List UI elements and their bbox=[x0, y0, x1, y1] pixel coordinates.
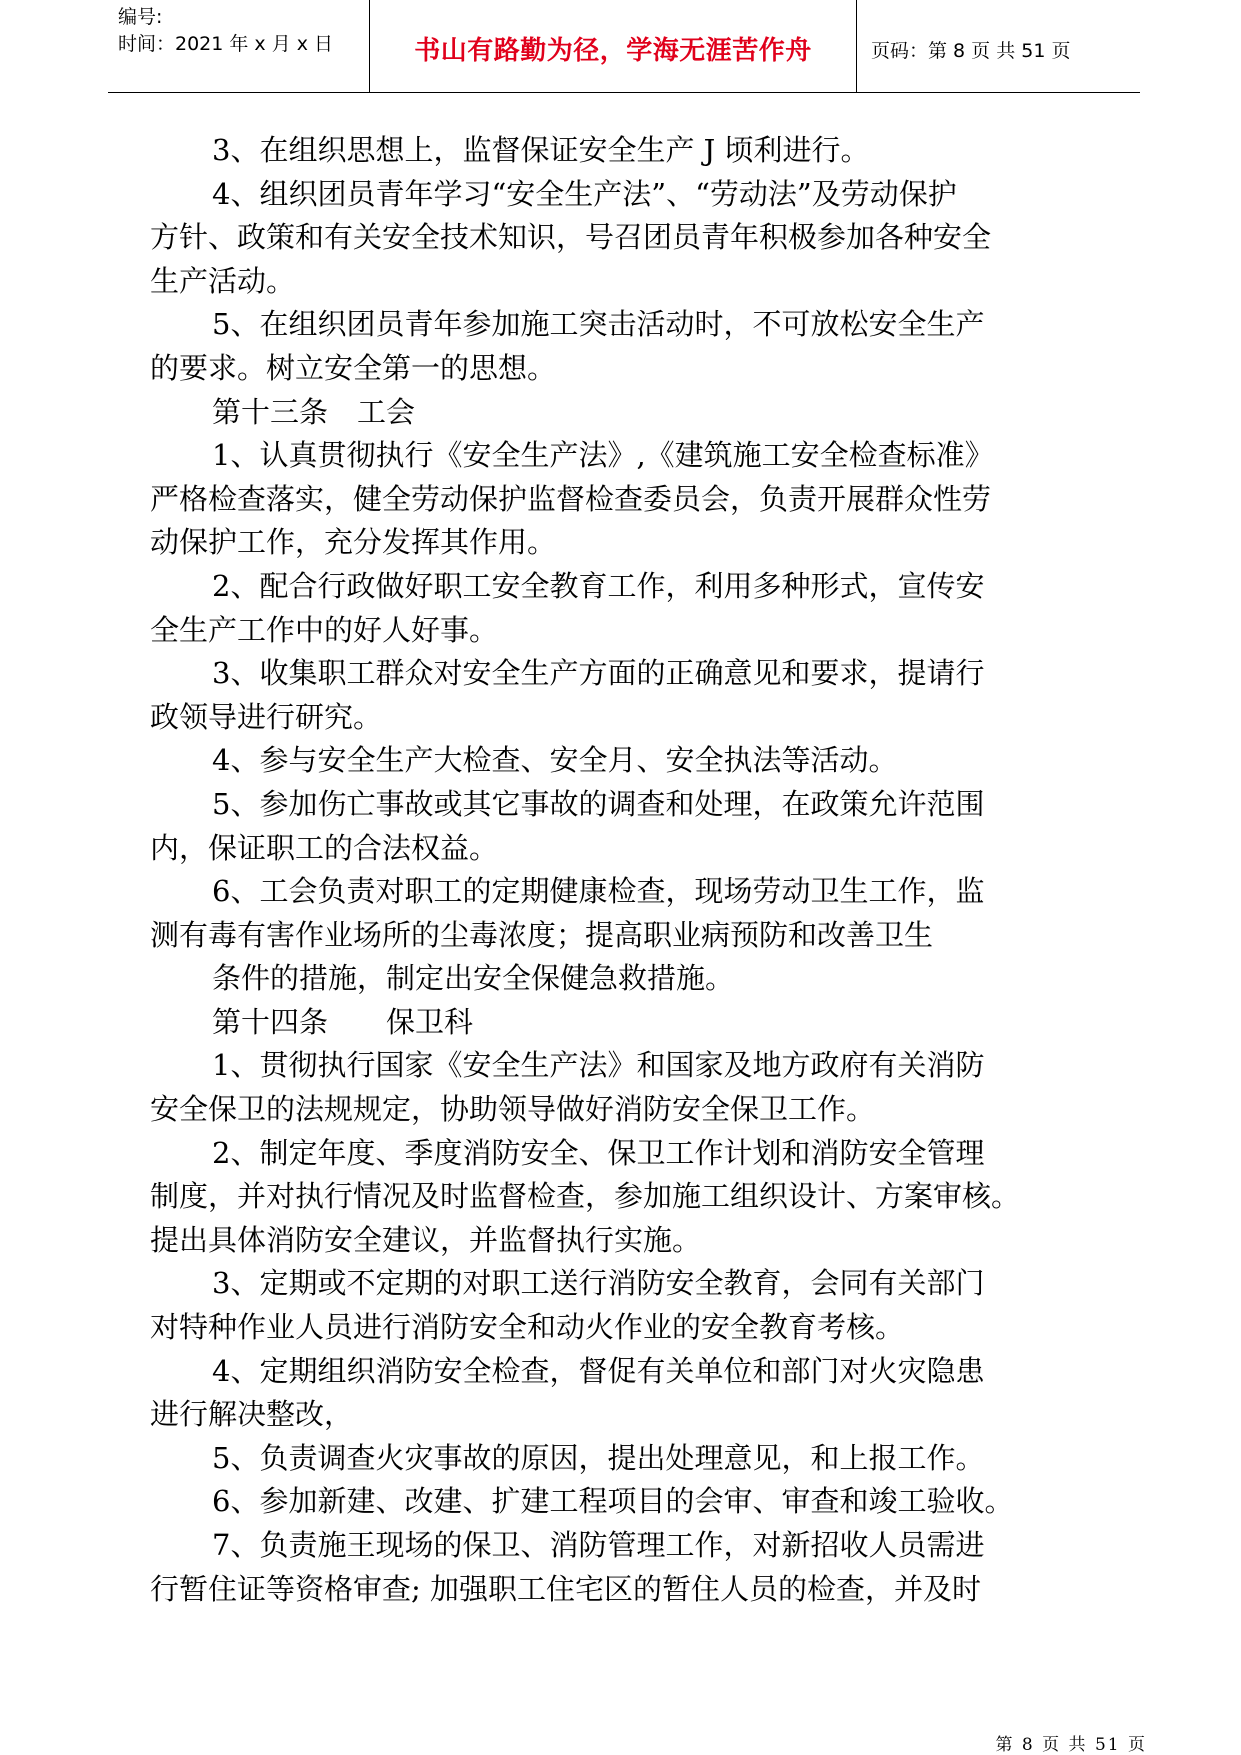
text-line: 行暂住证等资格审查; 加强职工住宅区的暂住人员的检查，并及时 bbox=[150, 1571, 981, 1606]
text-line: 第十三条 工会 bbox=[212, 394, 416, 429]
text-line: 5、负责调查火灾事故的原因，提出处理意见，和上报工作。 bbox=[212, 1440, 985, 1475]
text-line: 1、贯彻执行国家《安全生产法》和国家及地方政府有关消防 bbox=[212, 1048, 985, 1083]
page-header bbox=[108, 0, 1140, 93]
text-line: 全生产工作中的好人好事。 bbox=[150, 612, 499, 647]
text-line: 4、组织团员青年学习“安全生产法”、“劳动法”及劳动保护 bbox=[212, 176, 957, 211]
text-line: 5、在组织团员青年参加施工突击活动时，不可放松安全生产 bbox=[212, 307, 985, 342]
document-date: 时间：2021 年 x 月 x 日 bbox=[118, 33, 334, 55]
text-line: 测有毒有害作业场所的尘毒浓度；提高职业病预防和改善卫生 bbox=[150, 917, 934, 952]
text-line: 的要求。树立安全第一的思想。 bbox=[150, 350, 557, 385]
text-line: 6、工会负责对职工的定期健康检查，现场劳动卫生工作，监 bbox=[212, 874, 985, 909]
text-line: 2、制定年度、季度消防安全、保卫工作计划和消防安全管理 bbox=[212, 1135, 985, 1170]
document-body bbox=[150, 129, 1100, 1611]
text-line: 方针、政策和有关安全技术知识，号召团员青年积极参加各种安全 bbox=[150, 220, 992, 255]
text-line: 1、认真贯彻执行《安全生产法》,《建筑施工安全检查标准》 bbox=[212, 438, 994, 473]
header-meta bbox=[118, 4, 333, 58]
text-line: 6、参加新建、改建、扩建工程项目的会审、审查和竣工验收。 bbox=[212, 1484, 1014, 1519]
text-line: 3、定期或不定期的对职工送行消防安全教育，会同有关部门 bbox=[212, 1266, 985, 1301]
text-line: 7、负责施王现场的保卫、消防管理工作，对新招收人员需进 bbox=[212, 1528, 985, 1562]
text-line: 3、收集职工群众对安全生产方面的正确意见和要求，提请行 bbox=[212, 656, 985, 691]
text-line: 4、定期组织消防安全检查，督促有关单位和部门对火灾隐患 bbox=[212, 1353, 985, 1388]
header-motto: 书山有路勤为径，学海无涯苦作舟 bbox=[414, 36, 812, 66]
text-line: 5、参加伤亡事故或其它事故的调查和处理，在政策允许范围 bbox=[212, 786, 985, 821]
text-line: 条件的措施，制定出安全保健急救措施。 bbox=[212, 961, 735, 996]
text-line: 政领导进行研究。 bbox=[150, 699, 383, 734]
page-footer: 第 8 页 共 51 页 bbox=[995, 1735, 1147, 1755]
text-line: 提出具体消防安全建议，并监督执行实施。 bbox=[150, 1222, 702, 1257]
text-line: 第十四条 保卫科 bbox=[212, 1004, 474, 1039]
header-divider-right bbox=[856, 0, 857, 92]
text-line: 制度，并对执行情况及时监督检查，参加施工组织设计、方案审核。 bbox=[150, 1179, 1021, 1214]
header-page-info: 页码：第 8 页 共 51 页 bbox=[871, 40, 1071, 62]
text-line: 动保护工作，充分发挥其作用。 bbox=[150, 525, 557, 560]
text-line: 生产活动。 bbox=[150, 263, 296, 298]
text-line: 进行解决整改， bbox=[150, 1397, 354, 1432]
text-line: 严格检查落实，健全劳动保护监督检查委员会，负责开展群众性劳 bbox=[150, 481, 992, 516]
text-line: 4、参与安全生产大检查、安全月、安全执法等活动。 bbox=[212, 743, 898, 778]
document-number-label: 编号: bbox=[118, 6, 163, 28]
text-line: 安全保卫的法规规定，协助领导做好消防安全保卫工作。 bbox=[150, 1092, 876, 1127]
text-line: 3、在组织思想上，监督保证安全生产 J 顷利进行。 bbox=[212, 133, 870, 167]
text-line: 内，保证职工的合法权益。 bbox=[150, 830, 499, 865]
text-line: 对特种作业人员进行消防安全和动火作业的安全教育考核。 bbox=[150, 1310, 905, 1345]
text-line: 2、配合行政做好职工安全教育工作，利用多种形式，宣传安 bbox=[212, 568, 985, 603]
